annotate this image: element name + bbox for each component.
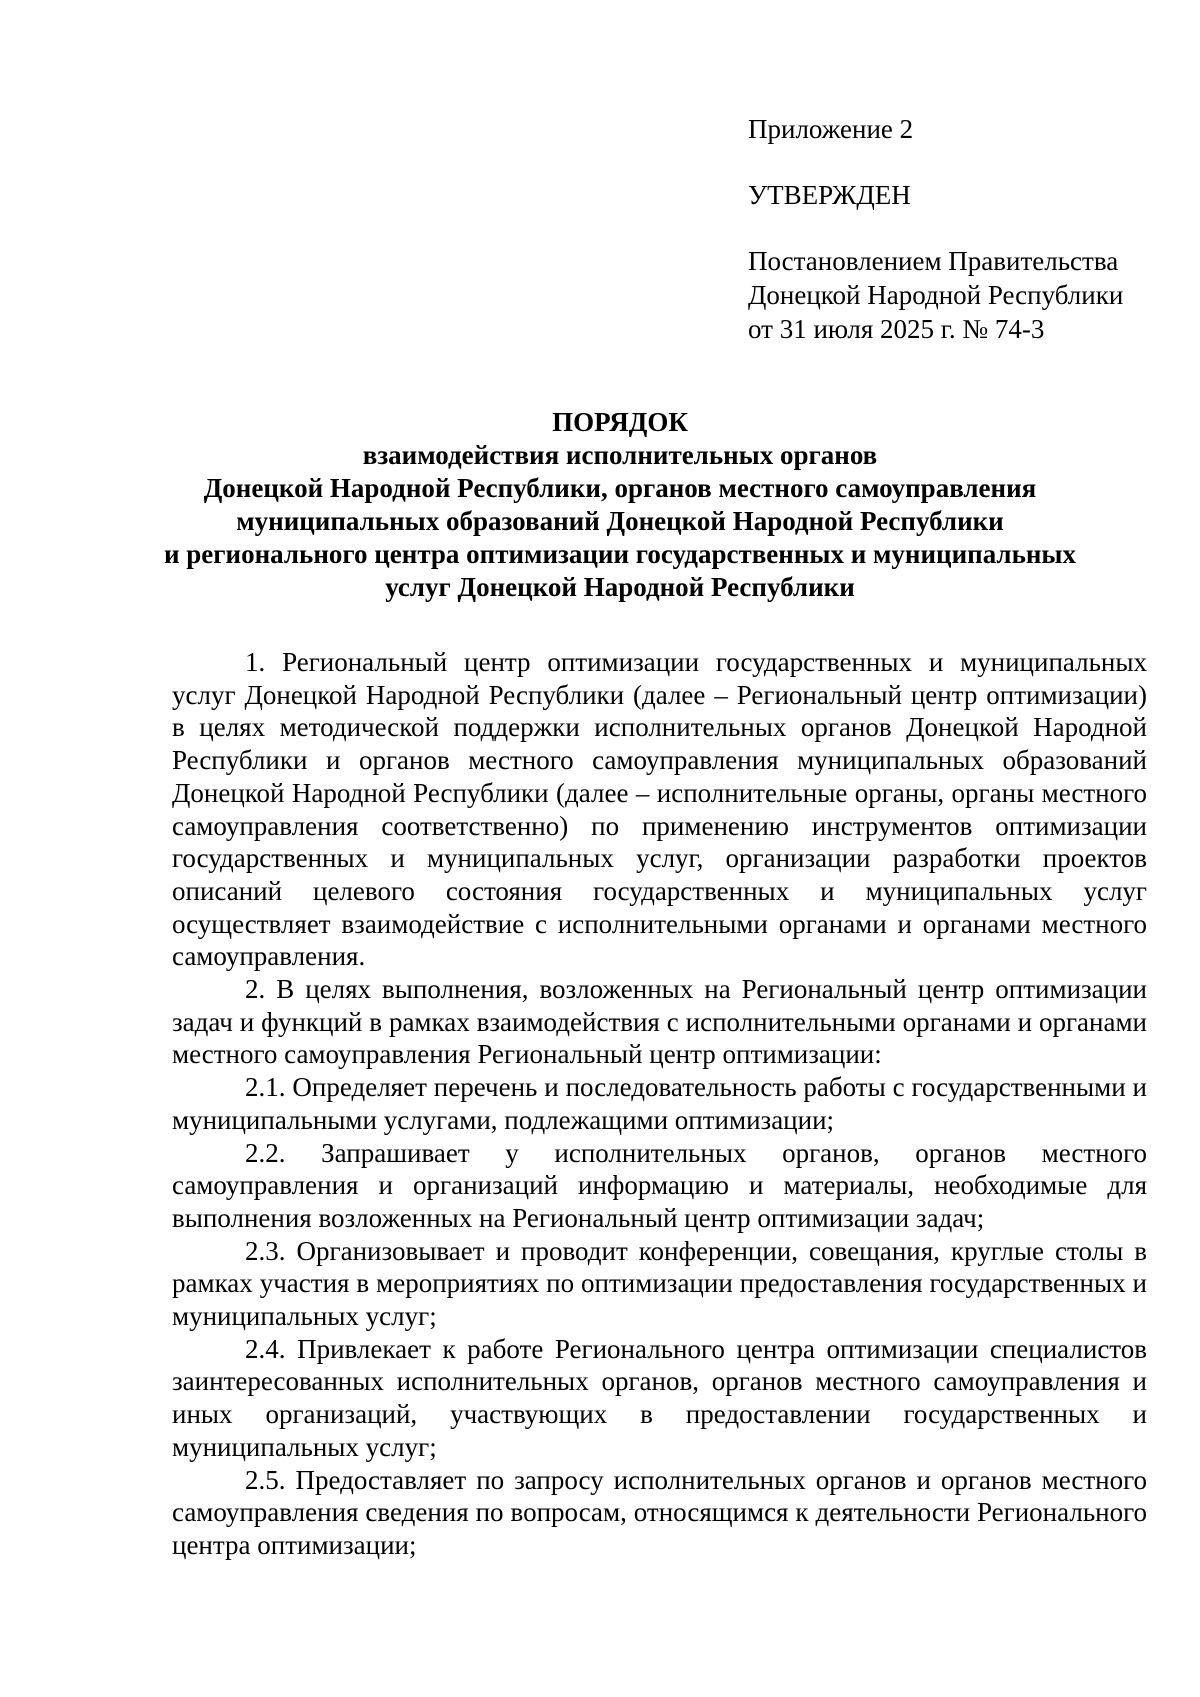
title-line: Донецкой Народной Республики, органов местного самоуправления (203, 473, 1037, 503)
spacer (748, 146, 1168, 178)
decree-line: Донецкой Народной Республики (748, 280, 1124, 310)
paragraph-text: Привлекает к работе Регионального центра оптимизации специалистов заинтересованных исполнительных органов, органов местного самоуправления и иных организаций, участвующих в предоставлении государственных и муниципальных услуг; (172, 1333, 1147, 1462)
decree-line: Постановлением Правительства (748, 246, 1119, 276)
title-heading: ПОРЯДОК (552, 407, 688, 437)
paragraph-2 (172, 973, 1147, 1071)
paragraph-text: В целях выполнения, возложенных на Региональный центр оптимизации задач и функций в рамках взаимодействия с исполнительными органами и органами местного самоуправления Региональный центр оптимизации: (172, 974, 1148, 1070)
title-line: услуг Донецкой Народной Республики (385, 572, 855, 602)
paragraph-number: 2.1. (245, 1072, 286, 1103)
paragraph-number: 2. (245, 974, 266, 1005)
title-line: муниципальных образований Донецкой Народной Республики (236, 506, 1004, 536)
title-line: и регионального центра оптимизации государственных и муниципальных (163, 539, 1076, 569)
paragraph-number: 2.2. (245, 1137, 286, 1168)
spacer (748, 212, 1168, 244)
appendix-label: Приложение 2 (748, 114, 914, 144)
paragraph-number: 1. (245, 647, 266, 677)
paragraph-2-5 (172, 1464, 1147, 1562)
approved-label: УТВЕРЖДЕН (748, 180, 911, 210)
paragraph-text: Запрашивает у исполнительных органов, органов местного самоуправления и организаций информацию и материалы, необходимые для выполнения возложенных на Региональный центр оптимизации задач; (172, 1137, 1148, 1233)
paragraph-1 (172, 646, 1147, 973)
paragraph-number: 2.4. (245, 1333, 286, 1364)
decree-date-number: от 31 июля 2025 г. № 74-3 (748, 314, 1045, 344)
paragraph-text: Организовывает и проводит конференции, совещания, круглые столы в рамках участия в мероприятиях по оптимизации предоставления государственных и муниципальных услуг; (172, 1235, 1147, 1332)
paragraph-number: 2.5. (245, 1464, 286, 1495)
paragraph-text: Предоставляет по запросу исполнительных органов и органов местного самоуправления сведения по вопросам, относящимся к деятельности Регионального центра оптимизации; (172, 1464, 1148, 1560)
paragraph-text: Региональный центр оптимизации государственных и муниципальных услуг Донецкой Народной Республики (далее – Региональный центр оптимизации) в целях методической поддержки исполнительных органов Донецкой Народной Республики и органов местного самоуправления муниципальных образований Донецкой Народной Республики (далее – исполнительные органы, органы местного самоуправления соответственно) по применению инструментов оптимизации государственных и муниципальных услуг, организации разработки проектов описаний целевого состояния государственных и муниципальных услуг осуществляет взаимодействие с исполнительными органами и органами местного самоуправления. (172, 647, 1148, 972)
paragraph-number: 2.3. (245, 1235, 286, 1266)
paragraph-2-1 (172, 1071, 1147, 1136)
title-line: взаимодействия исполнительных органов (362, 440, 878, 470)
document-title (150, 406, 1090, 604)
paragraph-text: Определяет перечень и последовательность работы с государственными и муниципальными услугами, подлежащими оптимизации; (172, 1072, 1148, 1135)
paragraph-2-3 (172, 1235, 1147, 1333)
document-body (172, 646, 1147, 1562)
paragraph-2-4 (172, 1333, 1147, 1464)
approval-block (748, 112, 1168, 346)
paragraph-2-2 (172, 1137, 1147, 1235)
